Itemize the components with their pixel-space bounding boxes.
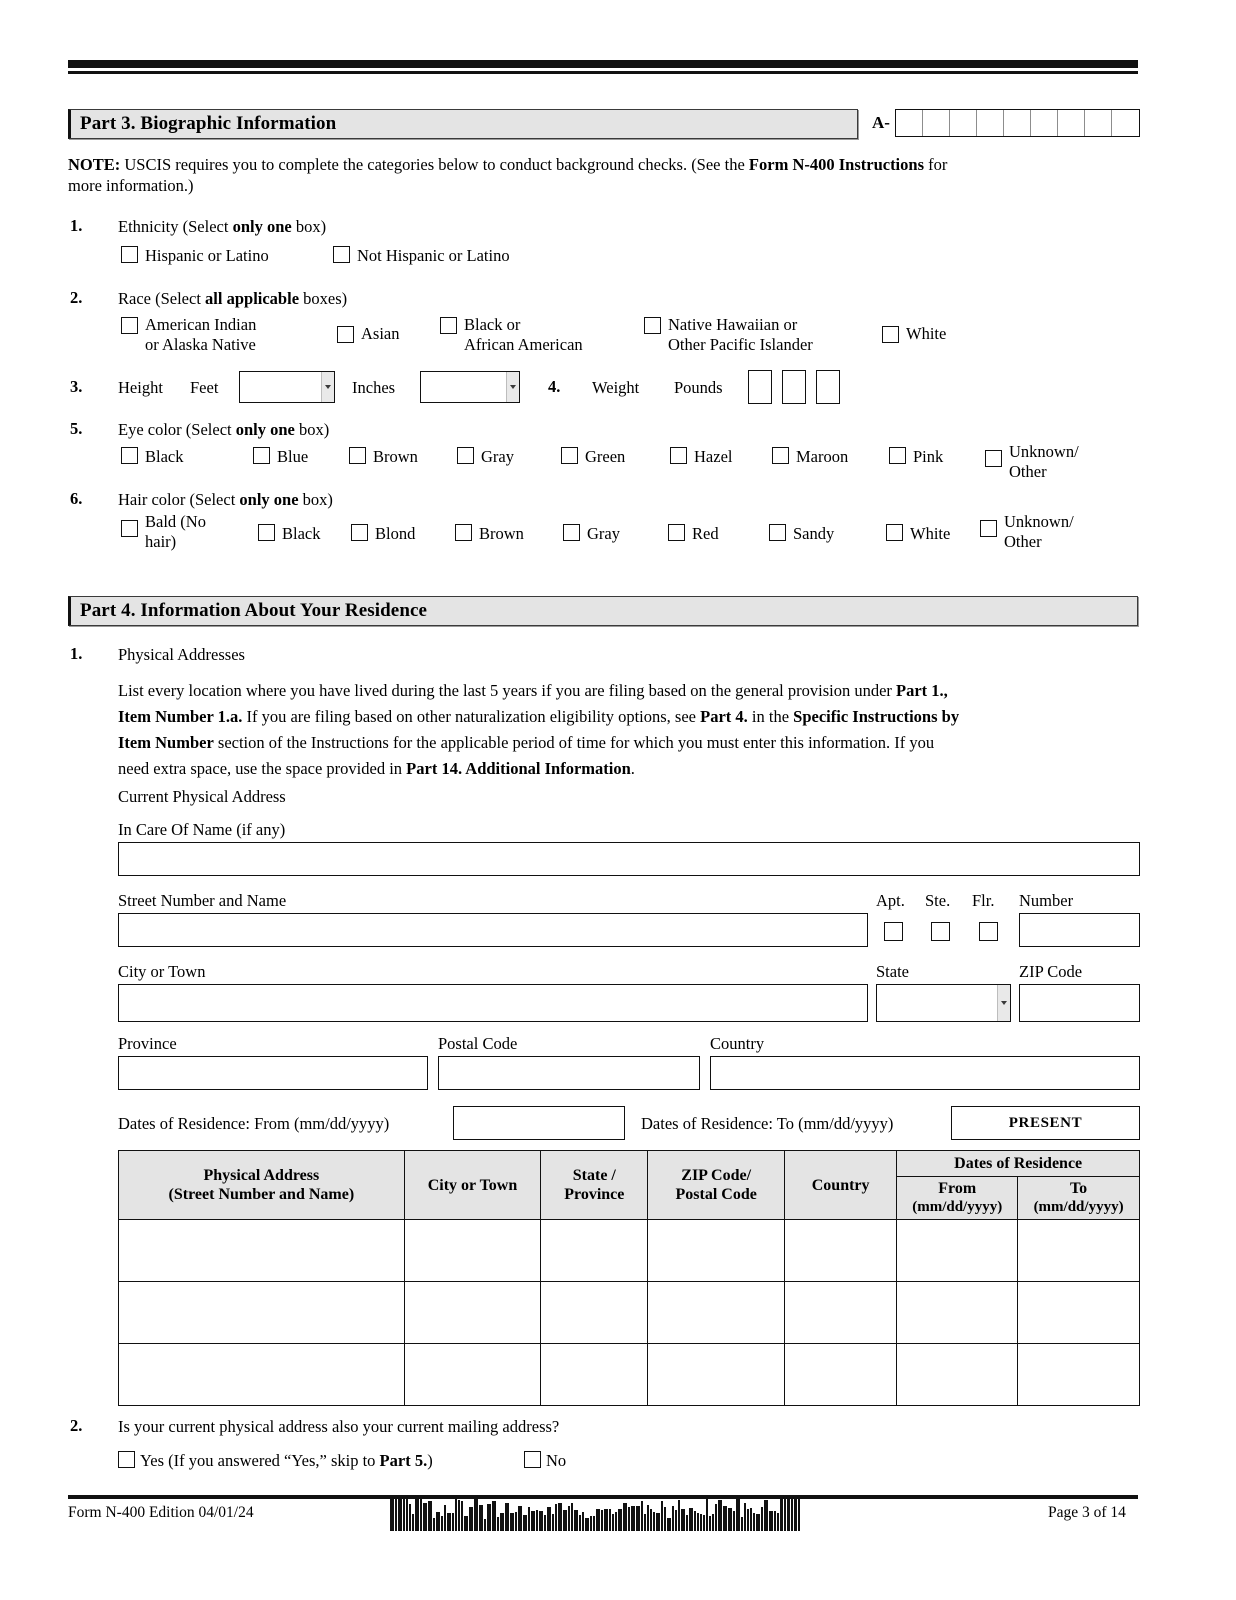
cell-country[interactable] — [784, 1220, 896, 1282]
cell-state[interactable] — [541, 1220, 648, 1282]
option-label: Blue — [277, 447, 309, 466]
option-label-group — [140, 1451, 433, 1470]
option-label: Maroon — [796, 447, 849, 466]
option-label: Unknown/ Other — [1004, 512, 1074, 551]
option-label: Hispanic or Latino — [145, 246, 269, 265]
zip-input[interactable] — [1019, 984, 1140, 1022]
hair-option-blond[interactable] — [351, 524, 455, 543]
para-l4c: . — [630, 759, 635, 778]
th-from-line2: (mm/dd/yyyy) — [912, 1199, 1003, 1215]
eye-color-label — [118, 419, 329, 440]
part3-title: Part 3. Biographic Information — [80, 113, 337, 134]
city-input[interactable] — [118, 984, 868, 1022]
cell-city[interactable] — [404, 1220, 541, 1282]
option-label: Hazel — [694, 447, 733, 466]
eye-label-a: Eye color (Select — [118, 420, 236, 439]
table-header-row-1 — [119, 1151, 1140, 1177]
hair-label-b: only one — [239, 490, 299, 509]
part3-note — [68, 154, 1143, 196]
note-body: USCIS requires you to complete the categories below to conduct background checks. (See the — [120, 155, 749, 174]
eye-option-maroon[interactable] — [772, 447, 889, 466]
th-date-from — [897, 1177, 1018, 1220]
checkbox-icon[interactable] — [121, 447, 138, 464]
in-care-of-label: In Care Of Name (if any) — [118, 820, 286, 839]
eye-label-b: only one — [235, 420, 295, 439]
cell-address[interactable] — [119, 1344, 405, 1406]
ethnicity-label-c: box) — [291, 217, 327, 236]
eye-option-brown[interactable] — [349, 447, 457, 466]
mailing-option-yes[interactable] — [118, 1451, 524, 1470]
residence-history-table — [118, 1150, 1140, 1406]
physical-addresses-label: Physical Addresses — [118, 645, 245, 664]
eye-option-pink[interactable] — [889, 447, 985, 466]
cell-state[interactable] — [541, 1344, 648, 1406]
table-row[interactable] — [119, 1220, 1140, 1282]
ethnicity-option-not-hispanic[interactable] — [333, 246, 510, 265]
weight-pounds-label: Pounds — [674, 378, 723, 397]
weight-label: Weight — [592, 378, 640, 397]
para-l1b: Part 1., — [896, 681, 948, 700]
part4-item-number-2: 2. — [70, 1416, 83, 1435]
para-l3a: Item Number — [118, 733, 214, 752]
no-label: No — [546, 1451, 567, 1470]
th-state-line1: State / — [572, 1167, 616, 1184]
height-inches-label: Inches — [352, 378, 396, 397]
para-l2b: If you are filing based on other naturalization eligibility options, see — [242, 707, 701, 726]
th-to-line2: (mm/dd/yyyy) — [1033, 1199, 1124, 1215]
part4-title: Part 4. Information About Your Residence — [80, 600, 428, 621]
th-address-line1: Physical Address — [203, 1167, 320, 1184]
para-l4a: need extra space, use the space provided in — [118, 759, 407, 778]
race-label-a: Race (Select — [118, 289, 206, 308]
weight-digit-2[interactable] — [782, 370, 806, 404]
option-label-line1: Native Hawaiian or — [668, 315, 798, 334]
height-feet-select[interactable] — [239, 371, 335, 403]
checkbox-icon[interactable] — [524, 1451, 541, 1468]
checkbox-icon[interactable] — [258, 524, 275, 541]
option-label: Pink — [913, 447, 944, 466]
checkbox-icon[interactable] — [886, 524, 903, 541]
hair-option-sandy[interactable] — [769, 524, 886, 543]
cell-zip[interactable] — [648, 1282, 785, 1344]
a-number-cell[interactable] — [923, 110, 950, 136]
option-label-group — [464, 315, 583, 355]
checkbox-icon[interactable] — [563, 524, 580, 541]
a-number-cell[interactable] — [1085, 110, 1112, 136]
checkbox-icon[interactable] — [769, 524, 786, 541]
flr-label: Flr. — [972, 891, 995, 910]
form-edition-text: Form N-400 Edition 04/01/24 — [68, 1504, 254, 1521]
race-label-c: boxes) — [299, 289, 348, 308]
checkbox-icon[interactable] — [561, 447, 578, 464]
height-inches-value[interactable] — [421, 372, 506, 402]
chevron-down-icon[interactable] — [321, 372, 334, 402]
eye-label-c: box) — [294, 420, 330, 439]
state-value[interactable] — [877, 985, 997, 1021]
cell-date-to[interactable] — [1018, 1282, 1140, 1344]
para-l2e: Specific Instructions by — [793, 707, 960, 726]
option-label: Black — [145, 447, 184, 466]
th-address-line2: (Street Number and Name) — [168, 1186, 355, 1203]
cell-state[interactable] — [541, 1282, 648, 1344]
eye-color-options — [121, 442, 1099, 482]
hair-option-bald[interactable] — [121, 512, 258, 552]
part4-header-bar — [68, 596, 1138, 626]
option-label-group — [668, 315, 813, 355]
option-label: Blond — [375, 524, 416, 543]
hair-option-brown[interactable] — [455, 524, 563, 543]
race-label — [118, 288, 347, 309]
item-number-5: 5. — [70, 419, 83, 438]
hair-option-red[interactable] — [668, 524, 769, 543]
eye-option-hazel[interactable] — [670, 447, 772, 466]
top-rule-thin — [68, 71, 1138, 74]
ethnicity-label-b: only one — [232, 217, 292, 236]
a-number-cell[interactable] — [1004, 110, 1031, 136]
option-label: Black — [282, 524, 321, 543]
option-label: Asian — [361, 324, 400, 343]
cell-date-to[interactable] — [1018, 1220, 1140, 1282]
present-button[interactable]: PRESENT — [951, 1106, 1140, 1140]
date-from-input[interactable] — [453, 1106, 625, 1140]
barcode — [390, 1497, 801, 1531]
a-number-cell[interactable] — [977, 110, 1004, 136]
checkbox-icon[interactable] — [121, 520, 138, 537]
checkbox-icon[interactable] — [337, 326, 354, 343]
yes-label-b: Part 5. — [379, 1451, 428, 1470]
province-input[interactable] — [118, 1056, 428, 1090]
part4-instructions-paragraph — [118, 678, 1140, 782]
ste-label: Ste. — [925, 891, 951, 910]
street-input[interactable] — [118, 913, 868, 947]
race-option-american-indian[interactable] — [121, 315, 337, 355]
para-l4b: Part 14. Additional Information — [406, 759, 631, 778]
a-number-cell[interactable] — [950, 110, 977, 136]
th-physical-address — [119, 1151, 405, 1220]
th-state-province — [541, 1151, 648, 1220]
checkbox-icon[interactable] — [985, 450, 1002, 467]
checkbox-icon[interactable] — [457, 447, 474, 464]
country-label: Country — [710, 1034, 765, 1053]
a-number-cell[interactable] — [1112, 110, 1139, 136]
chevron-down-icon[interactable] — [506, 372, 519, 402]
cell-zip[interactable] — [648, 1220, 785, 1282]
postal-code-input[interactable] — [438, 1056, 700, 1090]
th-from-line1: From — [938, 1180, 977, 1197]
mailing-address-options — [118, 1451, 566, 1470]
ethnicity-option-hispanic[interactable] — [121, 246, 333, 265]
th-zip-line2: Postal Code — [675, 1186, 757, 1203]
state-label: State — [876, 962, 909, 981]
checkbox-icon[interactable] — [889, 447, 906, 464]
country-input[interactable] — [710, 1056, 1140, 1090]
page-number-text: Page 3 of 14 — [1048, 1504, 1126, 1521]
unit-number-label: Number — [1019, 891, 1074, 910]
item-number-6: 6. — [70, 489, 83, 508]
race-label-b: all applicable — [205, 289, 300, 308]
cell-country[interactable] — [784, 1344, 896, 1406]
a-number-label: A- — [872, 113, 890, 132]
yes-label-a: Yes (If you answered “Yes,” skip to — [140, 1451, 380, 1470]
top-rule-thick — [68, 60, 1138, 68]
option-label: Red — [692, 524, 719, 543]
cell-date-to[interactable] — [1018, 1344, 1140, 1406]
province-label: Province — [118, 1034, 177, 1053]
hair-option-black[interactable] — [258, 524, 351, 543]
option-label: Green — [585, 447, 626, 466]
race-option-asian[interactable] — [337, 315, 440, 343]
race-options — [121, 315, 946, 355]
cell-zip[interactable] — [648, 1344, 785, 1406]
option-label: Brown — [373, 447, 418, 466]
checkbox-icon[interactable] — [882, 326, 899, 343]
street-label: Street Number and Name — [118, 891, 287, 910]
zip-label: ZIP Code — [1019, 962, 1083, 981]
checkbox-icon[interactable] — [121, 317, 138, 334]
checkbox-icon[interactable] — [333, 246, 350, 263]
item-number-2: 2. — [70, 288, 83, 307]
height-label: Height — [118, 378, 163, 397]
race-option-native-hawaiian[interactable] — [644, 315, 882, 355]
note-tail: for — [924, 155, 948, 174]
hair-label-a: Hair color (Select — [118, 490, 240, 509]
table-row[interactable] — [119, 1282, 1140, 1344]
a-number-boxes[interactable] — [895, 109, 1140, 137]
option-label: Not Hispanic or Latino — [357, 246, 510, 265]
eye-option-gray[interactable] — [457, 447, 561, 466]
checkbox-icon[interactable] — [118, 1451, 135, 1468]
option-label-line1: American Indian — [145, 315, 257, 334]
ethnicity-options — [121, 246, 510, 265]
option-label-group — [145, 315, 256, 355]
height-feet-label: Feet — [190, 378, 219, 397]
option-label-line2: Other Pacific Islander — [668, 335, 813, 354]
option-label: Gray — [481, 447, 514, 466]
weight-digit-1[interactable] — [748, 370, 772, 404]
item-number-1: 1. — [70, 216, 83, 235]
note-prefix: NOTE: — [68, 155, 121, 174]
hair-option-gray[interactable] — [563, 524, 668, 543]
cell-address[interactable] — [119, 1220, 405, 1282]
a-number-cell[interactable] — [1058, 110, 1085, 136]
th-country: Country — [784, 1151, 896, 1220]
table-row[interactable] — [119, 1344, 1140, 1406]
cell-city[interactable] — [404, 1282, 541, 1344]
checkbox-icon[interactable] — [349, 447, 366, 464]
option-label: Sandy — [793, 524, 835, 543]
apt-label: Apt. — [876, 891, 905, 910]
city-label: City or Town — [118, 962, 206, 981]
option-label-group — [1004, 512, 1094, 552]
hair-color-options — [121, 512, 1094, 552]
checkbox-icon[interactable] — [253, 447, 270, 464]
postal-code-label: Postal Code — [438, 1034, 518, 1053]
eye-option-black[interactable] — [121, 447, 253, 466]
state-select[interactable] — [876, 984, 1011, 1022]
eye-option-green[interactable] — [561, 447, 670, 466]
item-number-4: 4. — [548, 377, 561, 396]
th-zip-line1: ZIP Code/ — [681, 1167, 752, 1184]
cell-date-from[interactable] — [897, 1220, 1018, 1282]
mailing-address-question: Is your current physical address also your current mailing address? — [118, 1417, 560, 1436]
mailing-option-no[interactable] — [524, 1451, 566, 1470]
yes-label-c: ) — [427, 1451, 433, 1470]
eye-option-blue[interactable] — [253, 447, 349, 466]
weight-digit-3[interactable] — [816, 370, 840, 404]
option-label: Unknown/ Other — [1009, 442, 1079, 481]
hair-color-label — [118, 489, 333, 510]
hair-label-c: box) — [298, 490, 333, 509]
para-l1a: List every location where you have lived during the last 5 years if you are filing based on the general provision under — [118, 681, 897, 700]
unit-number-input[interactable] — [1019, 913, 1140, 947]
option-label: Brown — [479, 524, 524, 543]
th-zip-postal — [648, 1151, 785, 1220]
a-number-field[interactable] — [872, 109, 1140, 137]
part3-header-bar — [68, 109, 858, 139]
flr-checkbox[interactable] — [979, 922, 998, 941]
checkbox-icon[interactable] — [440, 317, 457, 334]
option-label-line2: African American — [464, 335, 583, 354]
note-line2: more information.) — [68, 176, 194, 195]
height-feet-value[interactable] — [240, 372, 321, 402]
apt-checkbox[interactable] — [884, 922, 903, 941]
ethnicity-label — [118, 216, 326, 237]
checkbox-icon[interactable] — [351, 524, 368, 541]
in-care-of-input[interactable] — [118, 842, 1140, 876]
eye-option-unknown[interactable] — [985, 442, 1099, 482]
checkbox-icon[interactable] — [980, 520, 997, 537]
hair-option-unknown[interactable] — [980, 512, 1094, 552]
date-from-label: Dates of Residence: From (mm/dd/yyyy) — [118, 1114, 390, 1133]
para-l3b: section of the Instructions for the applicable period of time for which you must enter this information. If you — [213, 733, 935, 752]
option-label: White — [910, 524, 951, 543]
cell-city[interactable] — [404, 1344, 541, 1406]
hair-option-white[interactable] — [886, 524, 980, 543]
cell-address[interactable] — [119, 1282, 405, 1344]
checkbox-icon[interactable] — [455, 524, 472, 541]
checkbox-icon[interactable] — [670, 447, 687, 464]
cell-date-from[interactable] — [897, 1344, 1018, 1406]
a-number-cell[interactable] — [896, 110, 923, 136]
race-option-black[interactable] — [440, 315, 644, 355]
option-label-group — [145, 512, 231, 552]
para-l2c: Part 4. — [700, 707, 748, 726]
part4-item-number-1: 1. — [70, 644, 83, 663]
a-number-cell[interactable] — [1031, 110, 1058, 136]
th-state-line2: Province — [564, 1186, 625, 1203]
race-option-white[interactable] — [882, 315, 946, 343]
checkbox-icon[interactable] — [121, 246, 138, 263]
note-bold-ref: Form N-400 Instructions — [748, 155, 924, 174]
chevron-down-icon[interactable] — [997, 985, 1010, 1021]
ethnicity-label-a: Ethnicity (Select — [118, 217, 233, 236]
top-rule-group — [68, 60, 1138, 74]
th-city: City or Town — [404, 1151, 541, 1220]
current-physical-address-heading: Current Physical Address — [118, 787, 286, 806]
option-label: White — [906, 324, 947, 343]
option-label: Bald (No hair) — [145, 512, 206, 551]
checkbox-icon[interactable] — [644, 317, 661, 334]
item-number-3: 3. — [70, 377, 83, 396]
checkbox-icon[interactable] — [772, 447, 789, 464]
th-date-to — [1018, 1177, 1140, 1220]
th-dates-of-residence: Dates of Residence — [897, 1151, 1140, 1177]
cell-date-from[interactable] — [897, 1282, 1018, 1344]
para-l2a: Item Number 1.a. — [118, 707, 243, 726]
th-to-line1: To — [1069, 1180, 1088, 1197]
option-label-line1: Black or — [464, 315, 521, 334]
height-inches-select[interactable] — [420, 371, 520, 403]
option-label-group — [1009, 442, 1099, 482]
checkbox-icon[interactable] — [668, 524, 685, 541]
para-l2d: in the — [747, 707, 794, 726]
option-label-line2: or Alaska Native — [145, 335, 256, 354]
option-label: Gray — [587, 524, 620, 543]
cell-country[interactable] — [784, 1282, 896, 1344]
ste-checkbox[interactable] — [931, 922, 950, 941]
date-to-label: Dates of Residence: To (mm/dd/yyyy) — [641, 1114, 894, 1133]
